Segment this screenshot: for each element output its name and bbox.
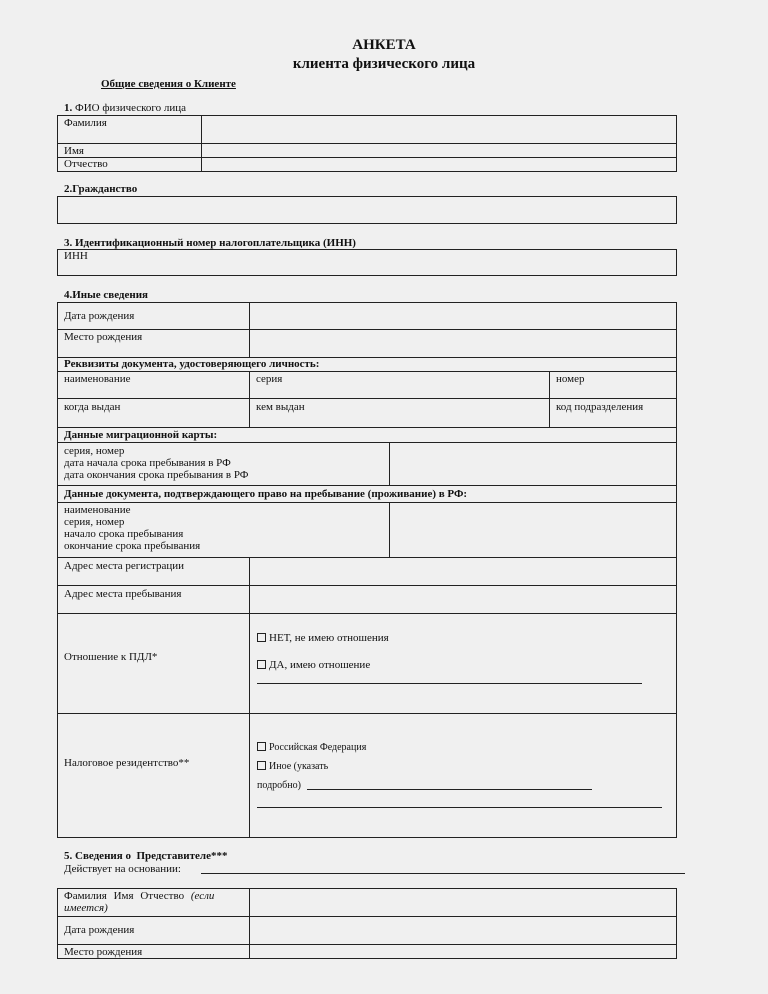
tax-detail-line[interactable]	[307, 789, 592, 790]
surname-label: Фамилия	[64, 117, 107, 129]
tax-rf-option[interactable]	[257, 742, 366, 754]
inn-label: ИНН	[64, 250, 88, 262]
stay-address-field[interactable]	[250, 586, 676, 613]
birth-date-label: Дата рождения	[64, 310, 135, 322]
section-5-title: Представителе***	[136, 850, 228, 862]
section-5-number: 5. Сведения о	[64, 850, 131, 862]
birth-place-field[interactable]	[250, 330, 676, 357]
tax-other-option[interactable]	[257, 761, 328, 773]
migration-start-label: дата начала срока пребывания в РФ	[64, 457, 231, 469]
divider	[249, 371, 250, 427]
residence-doc-heading: Данные документа, подтверждающего право на пребывание (проживание) в РФ:	[64, 488, 468, 500]
divider	[57, 371, 677, 372]
divider	[57, 485, 677, 486]
rep-fio-text: Фамилия Имя Отчество	[64, 890, 185, 902]
doc-series-label: серия	[256, 373, 283, 385]
checkbox-icon[interactable]	[257, 660, 266, 669]
birth-place-label: Место рождения	[64, 331, 143, 343]
stay-address-label: Адрес места пребывания	[64, 588, 182, 600]
doc-number-label: номер	[556, 373, 585, 385]
inn-field[interactable]	[57, 249, 677, 276]
pep-details-line[interactable]	[257, 683, 642, 684]
divider	[57, 613, 677, 614]
general-info-heading: Общие сведения о Клиенте	[101, 78, 236, 90]
checkbox-icon[interactable]	[257, 742, 266, 751]
pep-no-text: НЕТ, не имею отношения	[269, 632, 389, 644]
section-1-title: ФИО физического лица	[75, 102, 187, 114]
residence-doc-labels	[64, 504, 200, 552]
surname-field[interactable]	[202, 116, 676, 143]
section-3-heading: 3. Идентификационный номер налогоплательщика (ИНН)	[64, 237, 356, 249]
residence-end-label: окончание срока пребывания	[64, 540, 201, 552]
migration-end-label: дата окончания срока пребывания в РФ	[64, 469, 249, 481]
pep-label: Отношение к ПДЛ*	[64, 651, 158, 663]
basis-label: Действует на основании:	[64, 863, 181, 875]
patronymic-field[interactable]	[202, 158, 676, 171]
residence-doc-series-label: серия, номер	[64, 516, 125, 528]
residence-doc-name-label: наименование	[64, 504, 131, 516]
residence-start-label: начало срока пребывания	[64, 528, 184, 540]
doc-name-label: наименование	[64, 373, 131, 385]
pep-no-option[interactable]	[257, 632, 389, 644]
migration-card-heading: Данные миграционной карты:	[64, 429, 218, 441]
name-label: Имя	[64, 145, 84, 157]
section-1-heading	[64, 102, 186, 114]
divider	[549, 371, 550, 427]
section-2-heading: 2.Гражданство	[64, 183, 138, 195]
rep-fio-field[interactable]	[250, 889, 676, 916]
tax-extra-line[interactable]	[257, 807, 662, 808]
tax-residency-label: Налоговое резидентство**	[64, 757, 190, 769]
tax-detail-label: подробно)	[257, 780, 301, 791]
divider	[57, 398, 677, 399]
rep-birth-date-label: Дата рождения	[64, 924, 135, 936]
doc-dept-code-label: код подразделения	[556, 401, 644, 413]
patronymic-label: Отчество	[64, 158, 108, 170]
rep-birth-place-label: Место рождения	[64, 946, 143, 958]
section-4-heading: 4.Иные сведения	[64, 289, 148, 301]
pep-yes-text: ДА, имею отношение	[269, 659, 371, 671]
birth-date-field[interactable]	[250, 303, 676, 329]
divider	[57, 713, 677, 714]
residence-doc-field[interactable]	[390, 503, 676, 557]
migration-card-labels	[64, 445, 248, 481]
checkbox-icon[interactable]	[257, 761, 266, 770]
rep-fio-label	[64, 890, 246, 914]
rep-birth-date-field[interactable]	[250, 917, 676, 944]
pep-yes-option[interactable]	[257, 659, 370, 671]
tax-other-text: Иное (указать	[269, 761, 329, 772]
basis-line[interactable]	[201, 873, 685, 874]
name-field[interactable]	[202, 144, 676, 157]
divider	[57, 427, 677, 428]
section-5-heading	[64, 850, 227, 862]
migration-series-label: серия, номер	[64, 445, 125, 457]
tax-rf-text: Российская Федерация	[269, 742, 367, 753]
citizenship-field[interactable]	[57, 196, 677, 224]
doc-issued-by-label: кем выдан	[256, 401, 305, 413]
section-1-number: 1.	[64, 102, 73, 114]
id-doc-heading: Реквизиты документа, удостоверяющего личность:	[64, 358, 320, 370]
registration-address-field[interactable]	[250, 558, 676, 585]
checkbox-icon[interactable]	[257, 633, 266, 642]
registration-address-label: Адрес места регистрации	[64, 560, 185, 572]
migration-card-field[interactable]	[390, 443, 676, 485]
doc-issued-when-label: когда выдан	[64, 401, 121, 413]
rep-fio-note: (если имеется)	[64, 890, 215, 914]
form-title: АНКЕТА	[352, 37, 416, 53]
rep-birth-place-field[interactable]	[250, 945, 676, 958]
form-subtitle: клиента физического лица	[292, 56, 476, 72]
